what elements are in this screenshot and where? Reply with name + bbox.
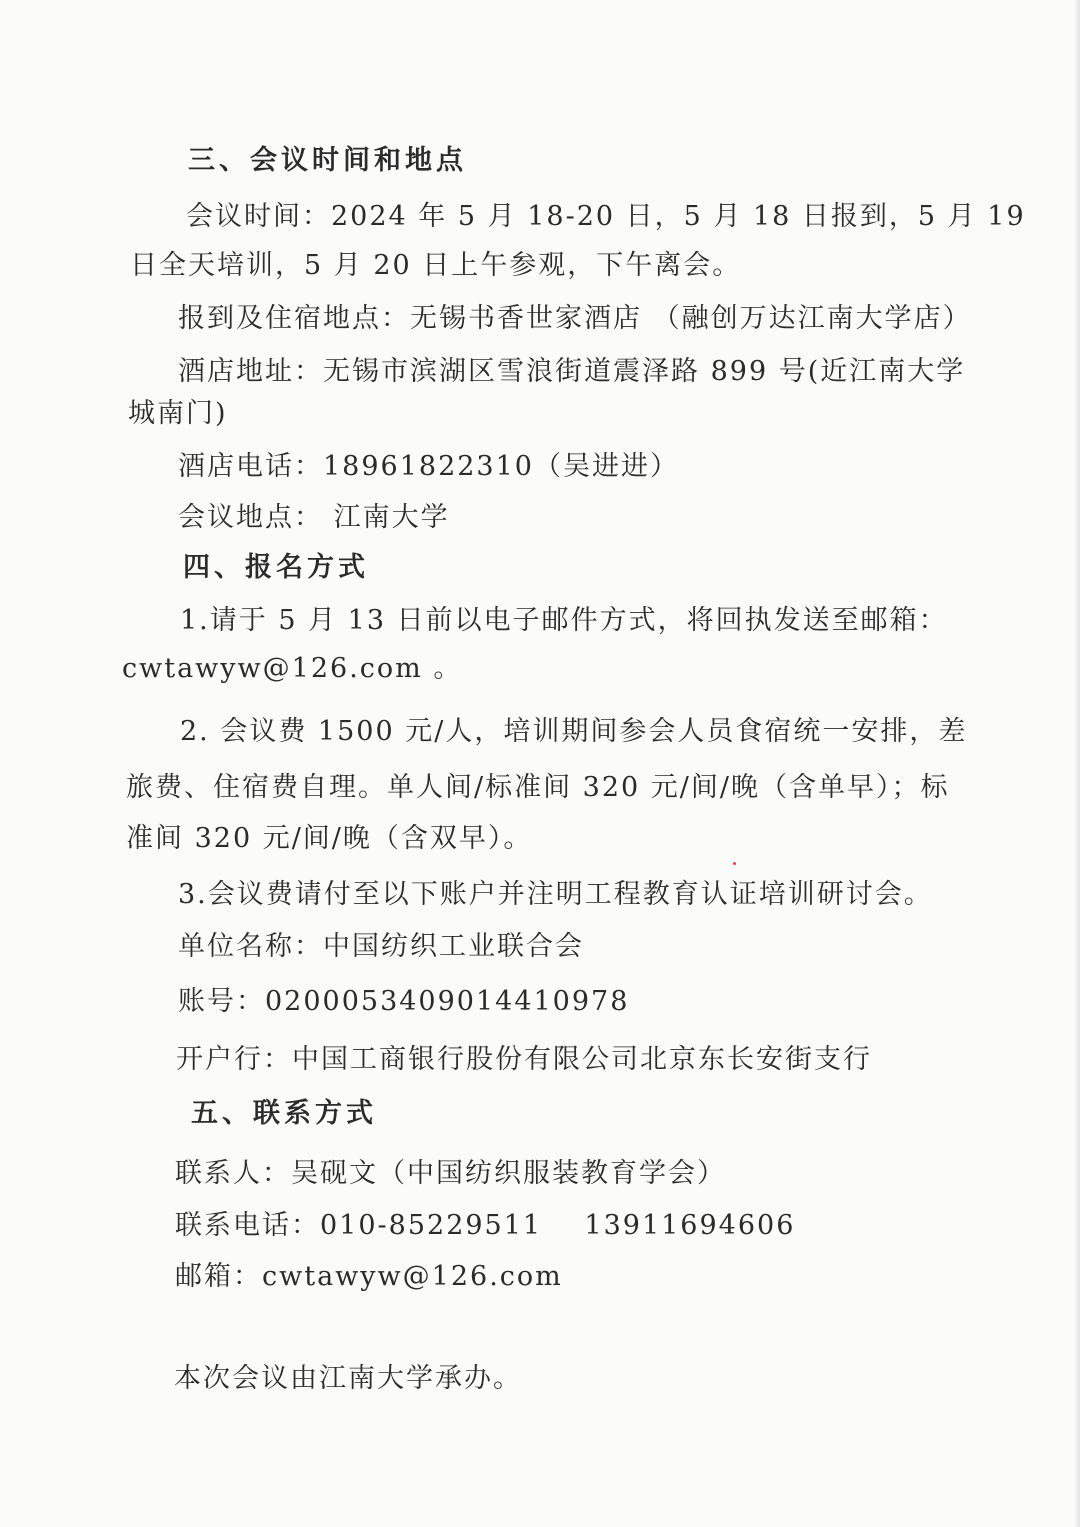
scan-speck — [733, 862, 736, 865]
contact-person: 联系人：吴砚文（中国纺织服装教育学会） — [175, 1158, 726, 1189]
registration-item-2-line-2: 旅费、住宿费自理。单人间/标准间 320 元/间/晚（含单早）；标 — [126, 772, 950, 803]
meeting-time-line-2: 日全天培训，5 月 20 日上午参观，下午离会。 — [130, 250, 742, 281]
bank-name: 开户行：中国工商银行股份有限公司北京东长安街支行 — [176, 1044, 872, 1075]
registration-item-1-line-1: 1.请于 5 月 13 日前以电子邮件方式，将回执发送至邮箱： — [180, 605, 948, 636]
bank-account-number: 账号：0200053409014410978 — [178, 986, 630, 1017]
contact-email: 邮箱：cwtawyw@126.com — [175, 1261, 563, 1292]
meeting-time-line-1: 会议时间：2024 年 5 月 18-20 日，5 月 18 日报到，5 月 19 — [186, 201, 1026, 232]
meeting-venue: 会议地点： 江南大学 — [178, 502, 450, 533]
lodging-location: 报到及住宿地点：无锡书香世家酒店 （融创万达江南大学店） — [178, 303, 972, 334]
section-5-heading: 五、联系方式 — [191, 1098, 377, 1129]
hotel-address-line-2: 城南门) — [128, 398, 228, 429]
registration-item-2-line-1: 2. 会议费 1500 元/人，培训期间参会人员食宿统一安排，差 — [180, 716, 968, 747]
registration-item-3: 3.会议费请付至以下账户并注明工程教育认证培训研讨会。 — [178, 879, 933, 910]
hotel-phone: 酒店电话：18961822310（吴进进） — [178, 451, 679, 482]
section-4-heading: 四、报名方式 — [183, 552, 369, 583]
registration-item-1-line-2: cwtawyw@126.com 。 — [122, 653, 463, 684]
section-3-heading: 三、会议时间和地点 — [188, 145, 467, 176]
hotel-address-line-1: 酒店地址：无锡市滨湖区雪浪街道震泽路 899 号(近江南大学 — [178, 356, 966, 387]
registration-item-2-line-3: 准间 320 元/间/晚（含双早）。 — [126, 823, 533, 854]
contact-phone: 联系电话：010-85229511 13911694606 — [175, 1210, 796, 1241]
host-note: 本次会议由江南大学承办。 — [174, 1363, 522, 1394]
scan-edge-shadow — [1074, 0, 1080, 1527]
payee-unit-name: 单位名称：中国纺织工业联合会 — [178, 931, 584, 962]
